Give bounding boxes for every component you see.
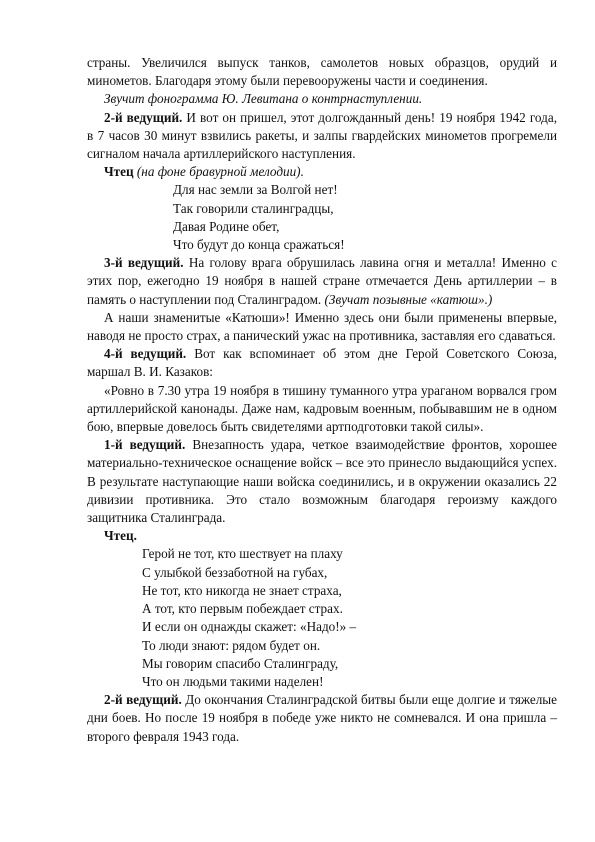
poem-line: Что будут до конца сражаться! bbox=[173, 237, 345, 253]
paragraph-weapons: страны. Увеличился выпуск танков, самолетов новых образцов, орудий и минометов. Благодаря этому были перевооружены части и соединения. bbox=[87, 55, 557, 89]
poem-hero bbox=[87, 545, 557, 691]
speaker-text: Вот как вспоминает об этом дне Герой Советского Союза, маршал В. И. Казаков: bbox=[87, 346, 557, 380]
stage-direction: (Звучат позывные «катюш».) bbox=[324, 291, 493, 307]
paragraph-host3-artillery bbox=[87, 254, 557, 309]
poem-line: Что он людьми такими наделен! bbox=[142, 673, 324, 689]
poem-line: Герой не тот, кто шествует на плаху bbox=[142, 546, 343, 562]
paragraph-host2-victory bbox=[87, 691, 557, 746]
document-page bbox=[87, 54, 557, 746]
poem-line: И если он однажды скажет: «Надо!» – bbox=[142, 619, 357, 635]
speaker-label: 2-й ведущий. bbox=[104, 109, 183, 125]
speaker-text: И вот он пришел, этот долгожданный день! 19 ноября 1942 года, в 7 часов 30 минут взвились ракеты, и залпы гвардейских минометов прогремели сигналом начала артиллерийского наступления. bbox=[87, 109, 558, 162]
poem-line: С улыбкой беззаботной на губах, bbox=[142, 564, 328, 580]
stage-direction-levitan: Звучит фонограмма Ю. Левитана о контрнаступлении. bbox=[104, 91, 423, 107]
poem-line: Давая Родине обет, bbox=[173, 218, 280, 234]
poem-line: Мы говорим спасибо Сталинграду, bbox=[142, 655, 339, 671]
poem-line: Не тот, кто никогда не знает страха, bbox=[142, 582, 342, 598]
poem-volga bbox=[87, 181, 557, 254]
reader-label: Чтец. bbox=[104, 528, 137, 544]
speaker-label: 2-й ведущий. bbox=[104, 692, 182, 708]
paragraph-katyusha: А наши знаменитые «Катюши»! Именно здесь они были применены впервые, наводя не просто страх, а панический ужас на противника, заставляя его сдаваться. bbox=[87, 309, 557, 344]
poem-line: А тот, кто первым побеждает страх. bbox=[142, 601, 343, 617]
speaker-text: Внезапность удара, четкое взаимодействие фронтов, хорошее материально-техническое оснащение войск – все это принесло выдающийся успех. В результате наступающие наши войска соединились, и в окружении оказались 22 дивизии противника. Это стало возможным благодаря героизму каждого защитника Сталинграда. bbox=[87, 437, 557, 526]
speaker-label: 4-й ведущий. bbox=[104, 346, 187, 362]
paragraph-host1-success bbox=[87, 436, 557, 527]
poem-line: То люди знают: рядом будет он. bbox=[142, 637, 321, 653]
paragraph-host4-kazakov bbox=[87, 345, 557, 381]
paragraph-host2-counteroffensive bbox=[87, 109, 557, 164]
paragraph-reader-intro bbox=[87, 163, 557, 181]
stage-direction: (на фоне бравурной мелодии). bbox=[136, 164, 304, 180]
poem-line: Для нас земли за Волгой нет! bbox=[173, 182, 338, 198]
speaker-label: 1-й ведущий. bbox=[104, 437, 186, 453]
speaker-label: Чтец bbox=[104, 164, 134, 180]
speaker-text: На голову врага обрушилась лавина огня и металла! Именно с этих пор, ежегодно 19 ноября в нашей стране отмечается День артиллерии – в память о наступлении под Сталинградом. bbox=[87, 255, 557, 307]
speaker-text: До окончания Сталинградской битвы были еще долгие и тяжелые дни боев. Но после 19 ноября в победе уже никто не сомневался. И она пришла – второго февраля 1943 года. bbox=[87, 692, 557, 744]
speaker-label: 3-й ведущий. bbox=[104, 255, 184, 271]
poem-line: Так говорили сталинградцы, bbox=[173, 200, 334, 216]
quote-kazakov: «Ровно в 7.30 утра 19 ноября в тишину туманного утра ураганом ворвался гром артиллерийской канонады. Даже нам, кадровым военным, побывавшим не в одном бою, впервые довелось быть свидетелями артподготовки такой силы». bbox=[87, 382, 557, 435]
